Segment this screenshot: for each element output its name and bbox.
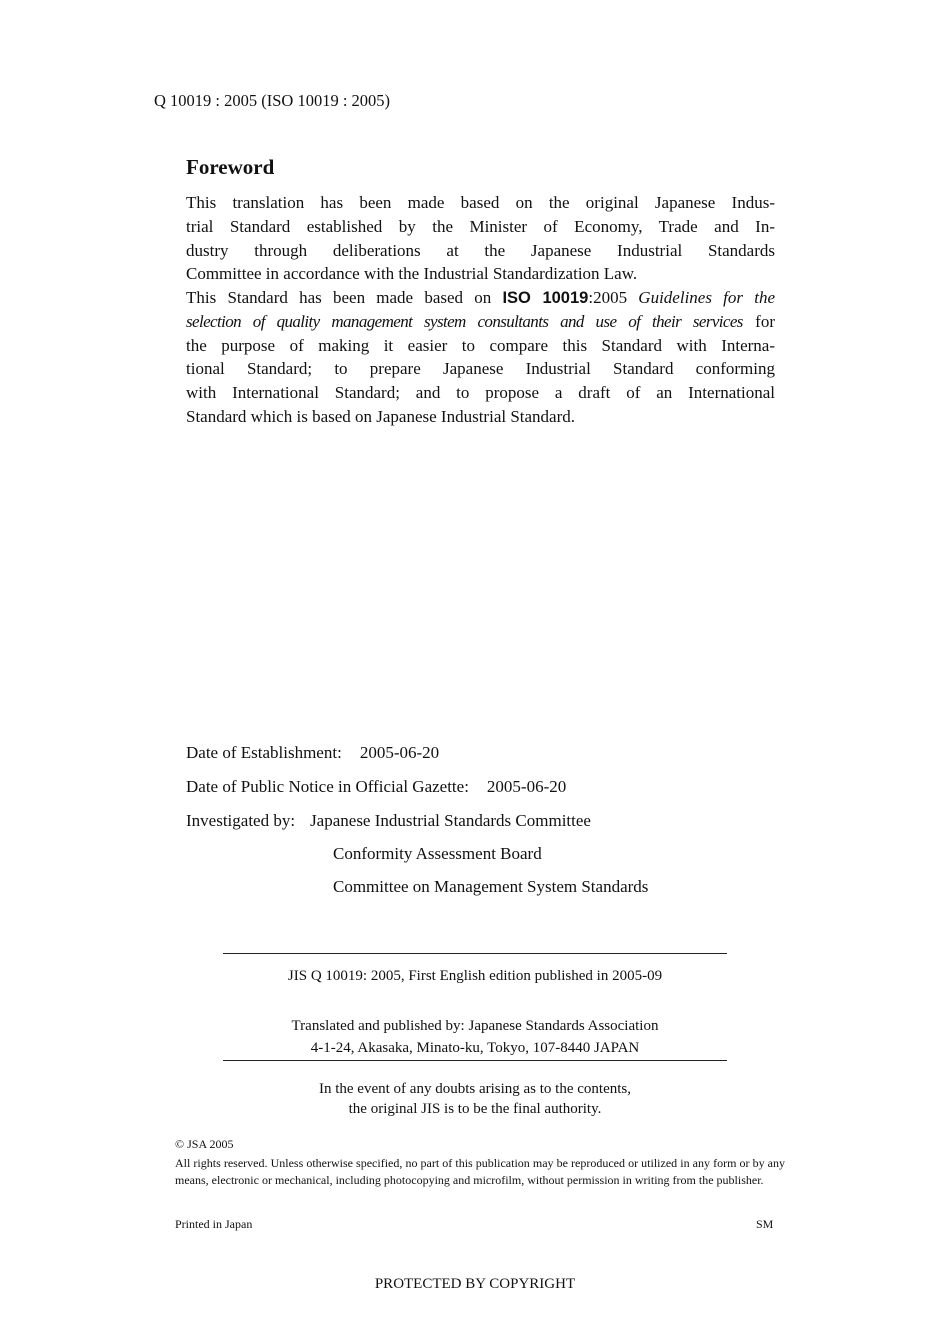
divider (223, 953, 727, 954)
authority-note-line: In the event of any doubts arising as to the contents, (318, 1081, 631, 1097)
authority-note-line: the original JIS is to be the final authority. (348, 1101, 602, 1117)
divider (223, 1060, 727, 1061)
foreword-paragraph-2 (186, 286, 775, 429)
gazette-date-row (186, 777, 566, 797)
paragraph-line: dustry through deliberations at the Japanese Industrial Standards (186, 240, 775, 260)
copyright-footer: PROTECTED BY COPYRIGHT (374, 1276, 576, 1292)
printed-in: Printed in Japan (175, 1217, 253, 1231)
gazette-label: Date of Public Notice in Official Gazette: (186, 777, 469, 796)
investigated-by-row (186, 811, 591, 831)
investigated-label: Investigated by: (186, 811, 296, 830)
copyright-notice: © JSA 2005 (175, 1137, 234, 1151)
paragraph-line: Committee in accordance with the Industrial Standardization Law. (186, 264, 638, 284)
iso-year: :2005 (588, 288, 639, 307)
paragraph-line: the purpose of making it easier to compare this Standard with Interna- (186, 335, 775, 355)
publisher-address: 4-1-24, Akasaka, Minato-ku, Tokyo, 107-8440 JAPAN (310, 1040, 640, 1056)
foreword-title: Foreword (186, 155, 275, 179)
paragraph-line (186, 310, 775, 334)
paragraph-line: trial Standard established by the Minister of Economy, Trade and In- (186, 216, 775, 236)
iso-title-part-2: selection of quality management system consultants and use of their services (186, 311, 743, 331)
iso-title-part-1: Guidelines for the (638, 288, 775, 307)
paragraph-line: with International Standard; and to propose a draft of an International (186, 383, 775, 403)
paragraph-line: Standard which is based on Japanese Industrial Standard. (186, 406, 576, 426)
paragraph-line (186, 286, 775, 310)
publisher-line: Translated and published by: Japanese Standards Association (291, 1018, 659, 1034)
gazette-date: 2005-06-20 (486, 777, 567, 796)
paragraph-line: This translation has been made based on the original Japanese Indus- (186, 193, 775, 212)
establishment-date: 2005-06-20 (359, 743, 440, 762)
text-fragment: This Standard has been made based on (186, 288, 503, 307)
text-fragment: for (742, 311, 776, 331)
paragraph-line: tional Standard; to prepare Japanese Industrial Standard conforming (186, 359, 775, 379)
rights-statement: All rights reserved. Unless otherwise specified, no part of this publication may be reproduced or utilized in any form or by any means, electronic or mechanical, including photocopying and microfilm, without permission in writing from the publisher. (175, 1156, 785, 1188)
publication-code: SM (756, 1217, 774, 1231)
foreword-paragraph-1 (186, 191, 775, 286)
investigating-body: Committee on Management System Standards (333, 877, 649, 896)
establishment-date-row (186, 743, 439, 763)
iso-reference: ISO 10019 (502, 289, 589, 307)
investigating-body: Japanese Industrial Standards Committee (310, 811, 591, 830)
standard-designation: Q 10019 : 2005 (ISO 10019 : 2005) (154, 91, 391, 110)
investigating-body: Conformity Assessment Board (333, 844, 542, 863)
edition-note: JIS Q 10019: 2005, First English edition published in 2005-09 (287, 968, 663, 984)
establishment-label: Date of Establishment: (186, 743, 342, 762)
